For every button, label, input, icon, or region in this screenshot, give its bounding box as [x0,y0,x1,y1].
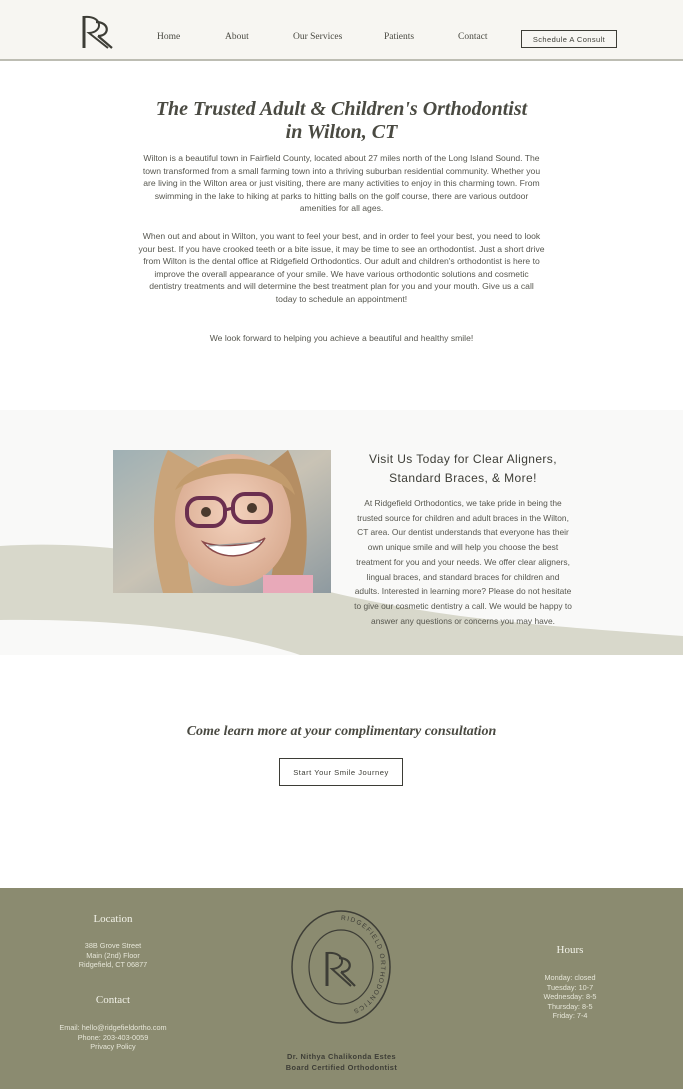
hours-list [510,973,630,1021]
location-heading: Location [93,913,133,925]
nav-contact[interactable]: Contact [458,32,488,42]
decorative-wave [0,410,683,655]
intro-paragraph-1: Wilton is a beautiful town in Fairfield County, located about 27 miles north of the Long Island Sound. The town transformed from a small farming town into a thriving suburban residential community. Whether you are living in the Wilton area or just visiting, there are many activities to enjoy in this charming town. From swimming in the lake to hiking at parks to hitting balls on the golf course, there are various outdoor amenities for all ages. [142,153,541,213]
doctor-credit [240,1052,443,1073]
nav-home[interactable]: Home [157,32,181,42]
site-header [0,0,683,61]
page-title-line-2: in Wilton, CT [285,121,398,143]
doctor-title: Board Certified Orthodontist [285,1062,398,1072]
site-footer [0,888,683,1089]
hours-wednesday: Wednesday: 8-5 [543,992,597,1002]
consult-title: Come learn more at your complimentary consultation [186,724,497,739]
page-title [100,98,583,144]
nav-about[interactable]: About [225,32,249,42]
address-line-3: Ridgefield, CT 06877 [78,960,148,970]
seal-text: RIDGEFIELD ORTHODONTICS [340,914,387,1015]
visit-title: Visit Us Today for Clear Aligners, Standard Braces, & More! [369,452,557,485]
address-line-1: 38B Grove Street [84,941,142,950]
phone-link[interactable]: Phone: 203-403-0059 [77,1032,149,1042]
hours-friday: Friday: 7-4 [552,1011,588,1021]
ridgefield-logo-icon[interactable] [80,14,114,50]
visit-text: At Ridgefield Orthodontics, we take pride in being the trusted source for children and adult braces in the Wilton, CT area. Our dentist understands that everyone has their own unique smile and will help you choose the best treatment for you and your needs. We offer clear aligners, lingual braces, and standard braces for children and adults. Interested in learning more? Please do not hesitate to give our cosmetic dentistry a call. We would be happy to answer any questions or concerns you may have. [354,498,572,626]
intro-paragraph-2: When out and about in Wilton, you want to feel your best, and in order to feel your best, you need to look your best. If you have crooked teeth or a bite issue, it may be time to see an orthodontist. Just a short drive from Wilton is the dental office at Ridgefield Orthodontics. Our adult and children's orthodontist is here to improve the overall appearance of your smile. We have various orthodontic solutions and cosmetic dentistry treatments and will determine the best treatment plan for you and your mouth. Give us a call today to schedule an appointment! [138,231,545,304]
contact-heading: Contact [95,994,131,1006]
hours-heading: Hours [556,944,584,956]
privacy-policy-link[interactable]: Privacy Policy [90,1042,136,1052]
visit-section [0,410,683,655]
intro-paragraph-3: We look forward to helping you achieve a beautiful and healthy smile! [209,333,474,343]
nav-our-services[interactable]: Our Services [293,32,343,42]
doctor-name: Dr. Nithya Chalikonda Estes [287,1052,396,1061]
start-smile-journey-button[interactable]: Start Your Smile Journey [279,758,403,786]
hours-tuesday: Tuesday: 10-7 [546,982,594,992]
email-link[interactable]: Email: hello@ridgefieldortho.com [59,1023,167,1032]
address-line-2: Main (2nd) Floor [86,950,140,960]
schedule-consult-button[interactable]: Schedule A Consult [521,30,617,48]
page-title-line-1: The Trusted Adult & Children's Orthodontist [155,98,528,120]
hours-monday: Monday: closed [544,973,596,982]
hours-thursday: Thursday: 8-5 [547,1001,593,1011]
address [53,941,173,970]
smiling-girl-with-glasses-and-braces-photo-icon [113,450,331,593]
nav-patients[interactable]: Patients [384,32,415,42]
smiling-girl-photo [113,450,331,593]
ridgefield-orthodontics-seal-icon [289,908,393,1026]
svg-text:RIDGEFIELD ORTHODONTICS [341,915,386,1015]
contact-info [38,1023,188,1052]
